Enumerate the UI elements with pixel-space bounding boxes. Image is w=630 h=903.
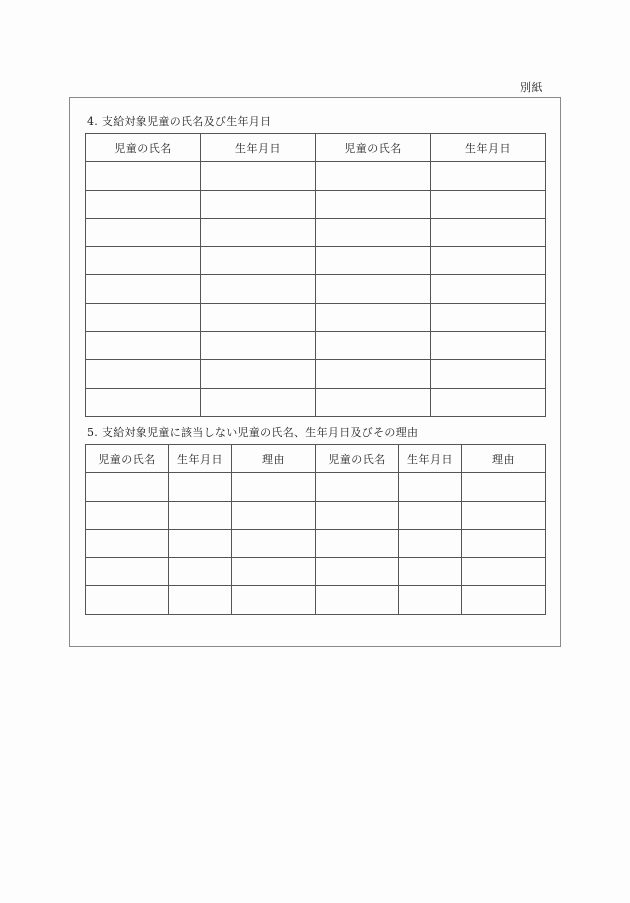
table-header-row [86, 134, 546, 162]
header-child-name: 児童の氏名 [86, 445, 169, 473]
table-row [86, 162, 546, 190]
table-cell[interactable] [399, 558, 462, 586]
table-row [86, 501, 546, 529]
table-cell[interactable] [86, 360, 201, 388]
header-child-name: 児童の氏名 [316, 445, 399, 473]
table-cell[interactable] [462, 586, 546, 614]
table-cell[interactable] [232, 501, 316, 529]
table-cell[interactable] [316, 586, 399, 614]
table-cell[interactable] [431, 190, 546, 218]
table-cell[interactable] [169, 529, 232, 557]
table-cell[interactable] [316, 218, 431, 246]
table-cell[interactable] [399, 529, 462, 557]
table-cell[interactable] [86, 473, 169, 501]
table-row [86, 218, 546, 246]
table-cell[interactable] [316, 332, 431, 360]
table-cell[interactable] [169, 586, 232, 614]
table-cell[interactable] [431, 218, 546, 246]
table-cell[interactable] [201, 275, 316, 303]
ineligible-children-table [85, 444, 546, 615]
table-cell[interactable] [462, 529, 546, 557]
table-cell[interactable] [316, 247, 431, 275]
table-row [86, 529, 546, 557]
table-row [86, 473, 546, 501]
table-cell[interactable] [431, 388, 546, 416]
table-cell[interactable] [316, 275, 431, 303]
table-cell[interactable] [86, 388, 201, 416]
table-cell[interactable] [86, 332, 201, 360]
table-cell[interactable] [201, 218, 316, 246]
table-cell[interactable] [86, 558, 169, 586]
header-birth-date: 生年月日 [399, 445, 462, 473]
table-cell[interactable] [232, 558, 316, 586]
table-row [86, 558, 546, 586]
table-row [86, 247, 546, 275]
table-cell[interactable] [169, 473, 232, 501]
table-cell[interactable] [86, 529, 169, 557]
table-cell[interactable] [399, 501, 462, 529]
table-row [86, 303, 546, 331]
header-birth-date: 生年月日 [169, 445, 232, 473]
table-cell[interactable] [169, 558, 232, 586]
table-cell[interactable] [316, 190, 431, 218]
table-cell[interactable] [86, 162, 201, 190]
header-child-name: 児童の氏名 [316, 134, 431, 162]
table-cell[interactable] [86, 586, 169, 614]
table-cell[interactable] [431, 275, 546, 303]
table-cell[interactable] [316, 558, 399, 586]
table-row [86, 388, 546, 416]
section5-title: 5. 支給対象児童に該当しない児童の氏名、生年月日及びその理由 [87, 426, 419, 439]
table-cell[interactable] [201, 162, 316, 190]
section4-title: 4. 支給対象児童の氏名及び生年月日 [87, 115, 272, 128]
table-cell[interactable] [86, 218, 201, 246]
table-cell[interactable] [316, 303, 431, 331]
table-cell[interactable] [316, 473, 399, 501]
table-cell[interactable] [232, 586, 316, 614]
table-cell[interactable] [431, 303, 546, 331]
table-cell[interactable] [316, 388, 431, 416]
table-cell[interactable] [431, 247, 546, 275]
table-cell[interactable] [86, 275, 201, 303]
table-cell[interactable] [431, 360, 546, 388]
table-cell[interactable] [86, 303, 201, 331]
table-row [86, 275, 546, 303]
table-row [86, 190, 546, 218]
table-cell[interactable] [232, 473, 316, 501]
header-reason: 理由 [232, 445, 316, 473]
table-cell[interactable] [462, 558, 546, 586]
header-child-name: 児童の氏名 [86, 134, 201, 162]
table-row [86, 332, 546, 360]
table-cell[interactable] [232, 529, 316, 557]
table-cell[interactable] [431, 162, 546, 190]
table-cell[interactable] [201, 360, 316, 388]
table-cell[interactable] [169, 501, 232, 529]
table-row [86, 360, 546, 388]
table-cell[interactable] [462, 501, 546, 529]
table-cell[interactable] [431, 332, 546, 360]
table-cell[interactable] [201, 247, 316, 275]
header-birth-date: 生年月日 [201, 134, 316, 162]
table-header-row [86, 445, 546, 473]
table-cell[interactable] [201, 190, 316, 218]
table-cell[interactable] [316, 501, 399, 529]
header-birth-date: 生年月日 [431, 134, 546, 162]
table-cell[interactable] [316, 529, 399, 557]
table-cell[interactable] [316, 162, 431, 190]
table-cell[interactable] [462, 473, 546, 501]
table-cell[interactable] [399, 473, 462, 501]
table-cell[interactable] [201, 332, 316, 360]
eligible-children-table [85, 133, 546, 417]
table-cell[interactable] [86, 190, 201, 218]
table-cell[interactable] [316, 360, 431, 388]
table-row [86, 586, 546, 614]
table-cell[interactable] [399, 586, 462, 614]
table-cell[interactable] [201, 303, 316, 331]
header-reason: 理由 [462, 445, 546, 473]
attachment-label: 別紙 [520, 81, 543, 94]
table-cell[interactable] [86, 247, 201, 275]
table-cell[interactable] [86, 501, 169, 529]
table-cell[interactable] [201, 388, 316, 416]
